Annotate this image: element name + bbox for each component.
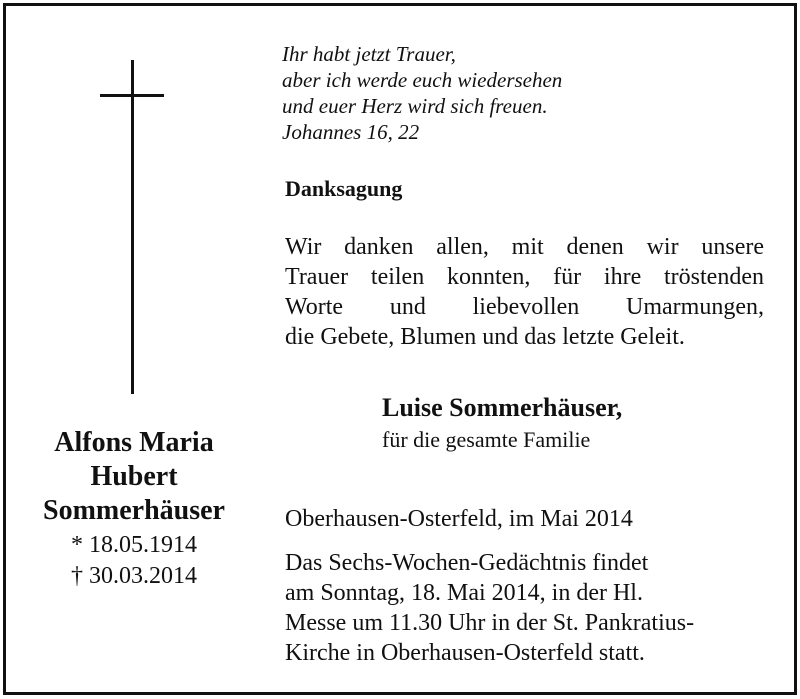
death-date: † 30.03.2014	[71, 563, 197, 589]
memorial-line: Messe um 11.30 Uhr in der St. Pankratius-	[285, 610, 695, 636]
place-date: Oberhausen-Osterfeld, im Mai 2014	[285, 506, 633, 532]
deceased-name-line: Hubert	[90, 461, 178, 492]
thanks-line: Trauer teilen konnten, für ihre tröstenden	[285, 264, 764, 290]
deceased-block	[26, 426, 242, 592]
memorial-line: Kirche in Oberhausen-Osterfeld statt.	[285, 640, 645, 666]
quote-source: Johannes 16, 22	[282, 120, 420, 144]
quote-line: aber ich werde euch wiedersehen	[282, 68, 563, 92]
memorial-line: Das Sechs-Wochen-Gedächtnis findet	[285, 550, 649, 576]
heading-danksagung: Danksagung	[285, 176, 403, 201]
bible-quote	[282, 41, 562, 145]
quote-line: und euer Herz wird sich freuen.	[282, 94, 548, 118]
cross-icon	[131, 60, 134, 394]
birth-date: * 18.05.1914	[71, 532, 197, 558]
memorial-line: am Sonntag, 18. Mai 2014, in der Hl.	[285, 580, 643, 606]
quote-line: Ihr habt jetzt Trauer,	[282, 42, 456, 66]
thanks-line: Worte und liebevollen Umarmungen,	[285, 294, 764, 320]
signer-block	[382, 391, 622, 455]
thanks-line: Wir danken allen, mit denen wir unsere	[285, 234, 764, 260]
memorial-service-text	[285, 548, 694, 668]
signer-name: Luise Sommerhäuser,	[382, 393, 623, 422]
thanks-line: die Gebete, Blumen und das letzte Geleit.	[285, 324, 685, 350]
obituary-notice	[3, 3, 797, 695]
deceased-name-line: Sommerhäuser	[43, 495, 225, 526]
cross-icon-bar	[100, 94, 164, 97]
deceased-name-line: Alfons Maria	[54, 427, 214, 458]
thanks-text	[285, 232, 764, 352]
signer-subtitle: für die gesamte Familie	[382, 427, 591, 452]
